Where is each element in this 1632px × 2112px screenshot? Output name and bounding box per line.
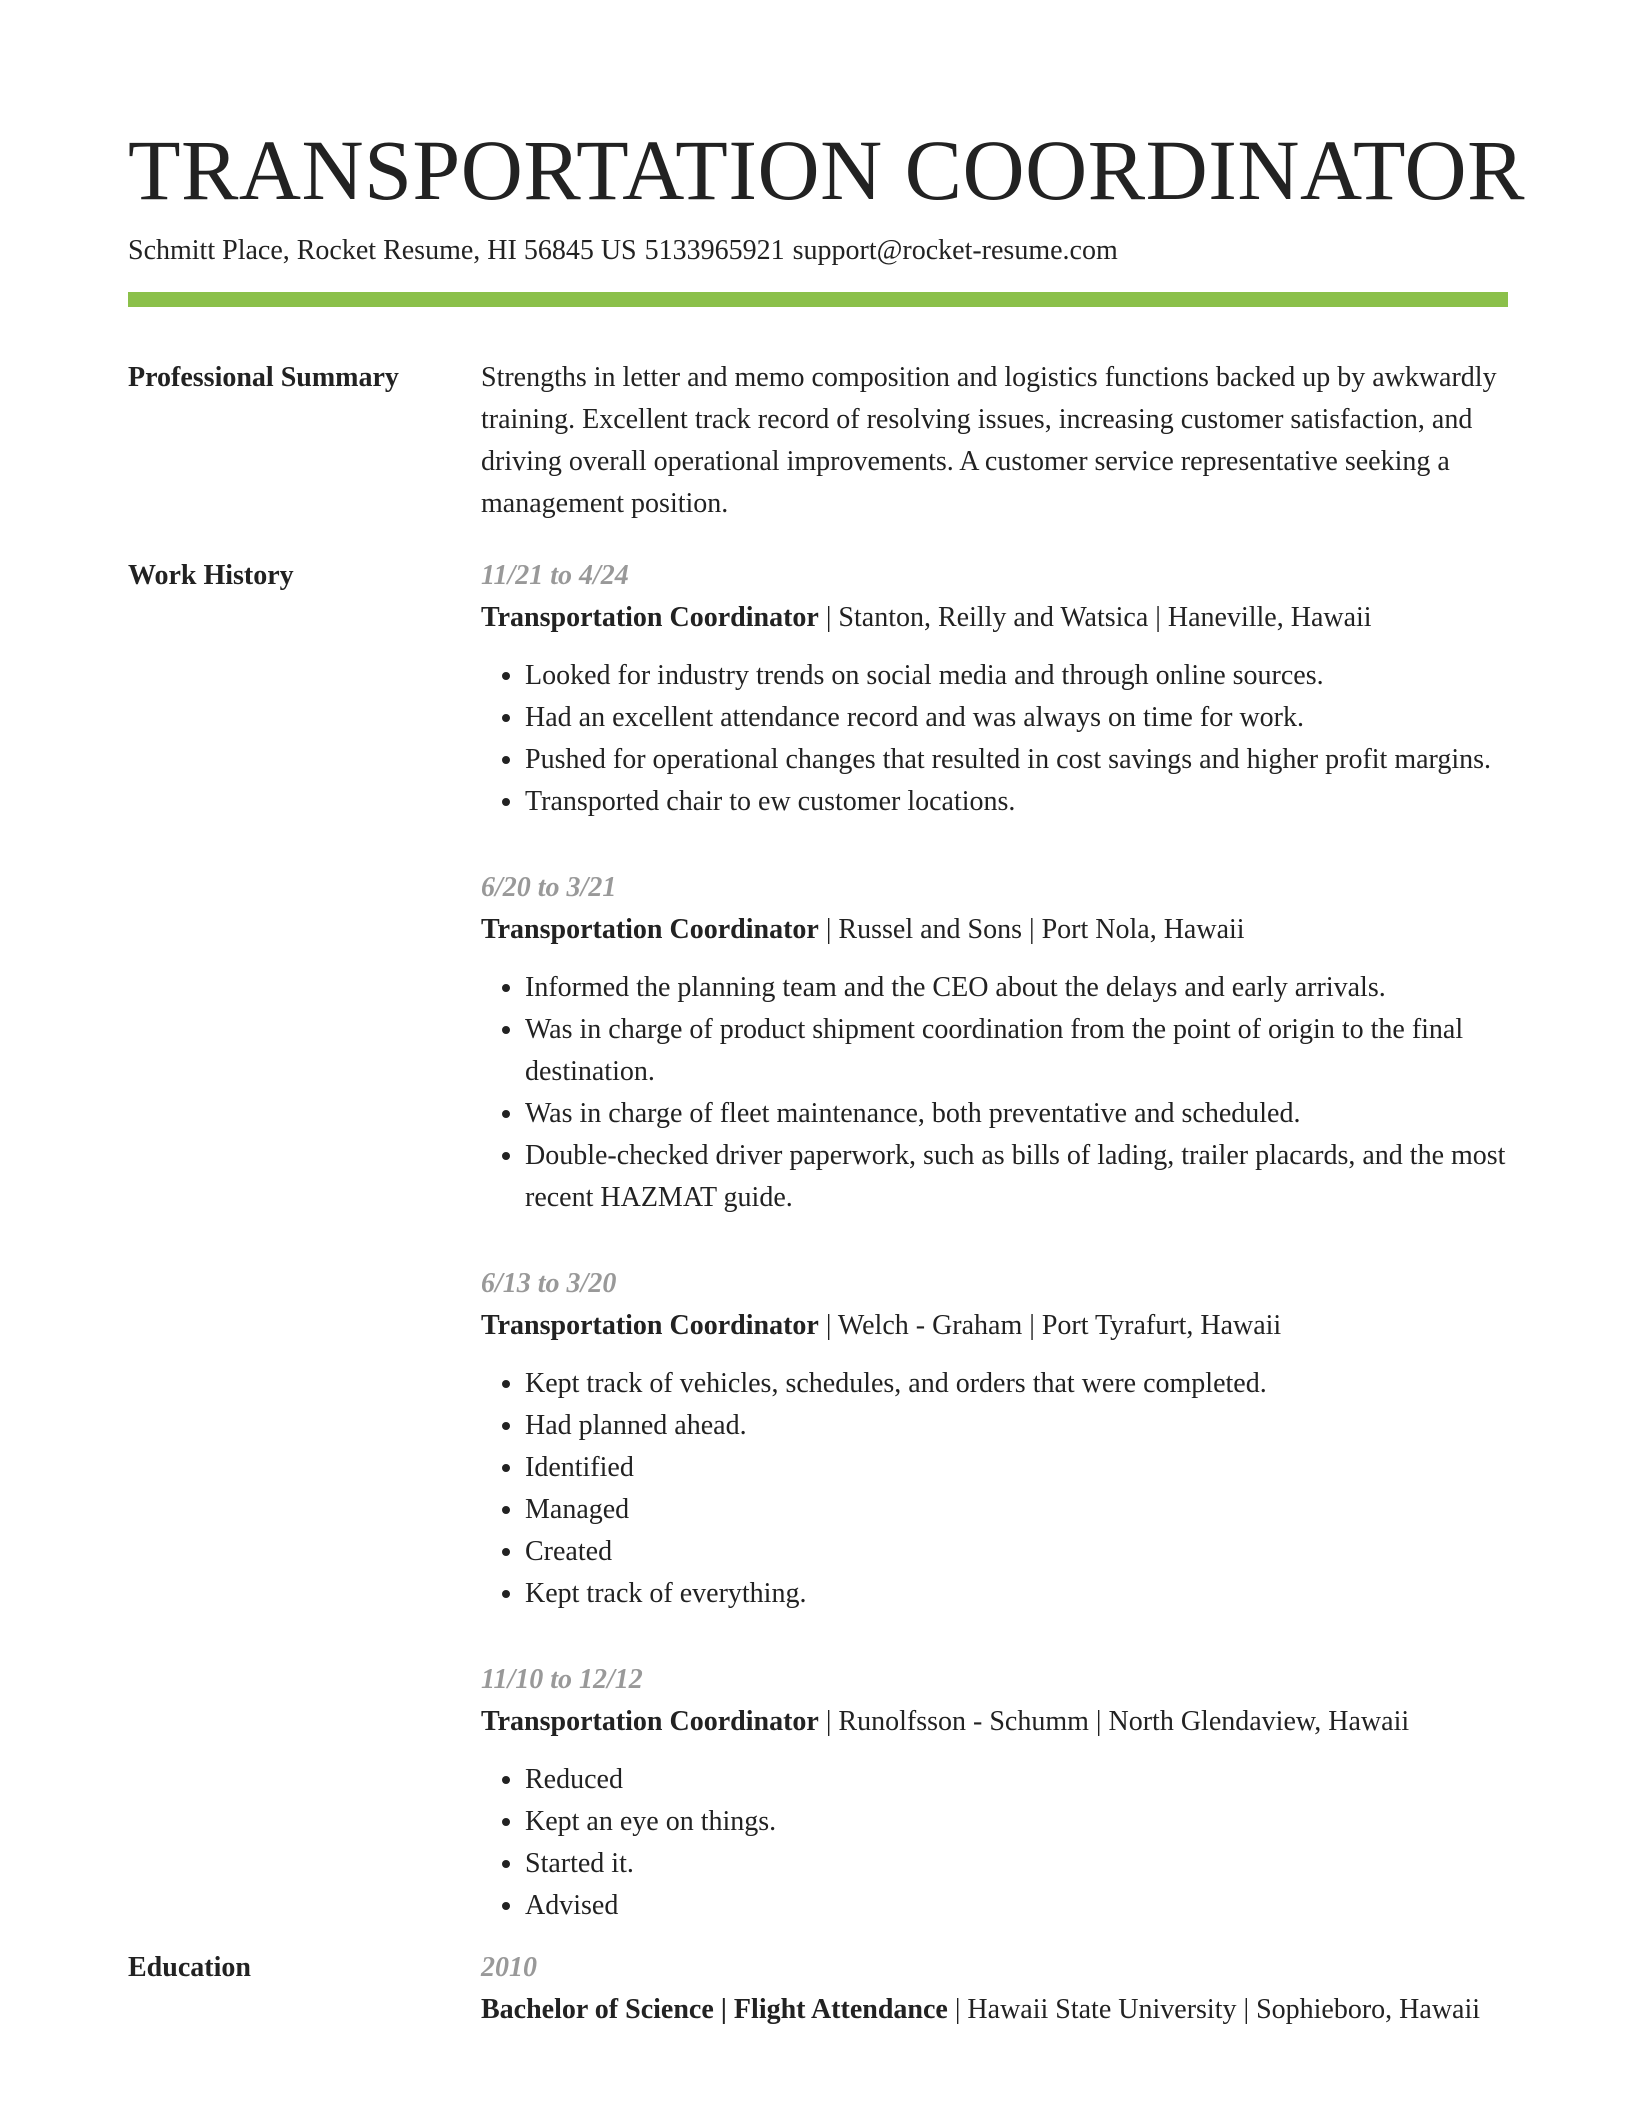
resume-page (128, 120, 1525, 2031)
job-bullet: • Kept track of vehicles, schedules, and orders that were completed. (525, 1363, 1508, 1405)
job-title: Transportation Coordinator (481, 914, 819, 945)
summary-heading: Professional Summary (128, 362, 399, 393)
job-title: Transportation Coordinator (481, 1706, 819, 1737)
job-bullet: • Kept track of everything. (525, 1573, 1508, 1615)
job-bullet: • Managed (525, 1489, 1508, 1531)
job-line (481, 597, 1508, 639)
work-history-section (128, 555, 1508, 1927)
job-bullet: • Informed the planning team and the CEO about the delays and early arrivals. (525, 967, 1508, 1009)
job-bullet: • Created (525, 1531, 1508, 1573)
job-bullet: • Advised (525, 1885, 1508, 1927)
degree-line (481, 1989, 1508, 2031)
job-line (481, 909, 1508, 951)
job-bullets (481, 1363, 1508, 1615)
job-bullet: • Had an excellent attendance record and was always on time for work. (525, 697, 1508, 739)
job-bullet: • Double-checked driver paperwork, such as bills of lading, trailer placards, and the most recent HAZMAT guide. (525, 1135, 1508, 1219)
work-history-list (481, 555, 1508, 1927)
education-entry (481, 1947, 1508, 2031)
education-details: | Hawaii State University | Sophieboro, Hawaii (947, 1994, 1481, 2025)
contact-phone: 5133965921 (644, 235, 785, 266)
job-bullets (481, 1759, 1508, 1927)
job-bullet: • Reduced (525, 1759, 1508, 1801)
degree-name: Bachelor of Science | Flight Attendance (481, 1994, 948, 2025)
job-entry (481, 867, 1508, 1219)
job-dates: 6/20 to 3/21 (481, 872, 617, 903)
job-dates: 6/13 to 3/20 (481, 1268, 617, 1299)
job-bullet: • Was in charge of fleet maintenance, both preventative and scheduled. (525, 1093, 1508, 1135)
job-entry (481, 1263, 1508, 1615)
header-divider (128, 292, 1508, 307)
job-bullets (481, 967, 1508, 1219)
contact-line (128, 232, 1508, 270)
job-title: Transportation Coordinator (481, 602, 819, 633)
work-history-heading: Work History (128, 560, 294, 591)
contact-email: support@rocket-resume.com (792, 235, 1118, 266)
education-heading: Education (128, 1952, 251, 1983)
job-details: | Stanton, Reilly and Watsica | Haneville, Hawaii (818, 602, 1372, 633)
job-bullet: • Had planned ahead. (525, 1405, 1508, 1447)
contact-address: Schmitt Place, Rocket Resume, HI 56845 US (128, 235, 637, 266)
education-section (128, 1947, 1508, 2031)
job-bullet: • Started it. (525, 1843, 1508, 1885)
job-dates: 11/10 to 12/12 (481, 1664, 643, 1695)
education-year: 2010 (481, 1952, 537, 1983)
job-title: Transportation Coordinator (481, 1310, 819, 1341)
job-details: | Runolfsson - Schumm | North Glendaview, Hawaii (818, 1706, 1410, 1737)
job-bullets (481, 655, 1508, 823)
job-entry (481, 1659, 1508, 1927)
job-details: | Russel and Sons | Port Nola, Hawaii (818, 914, 1245, 945)
job-bullet: • Pushed for operational changes that resulted in cost savings and higher profit margins. (525, 739, 1508, 781)
job-line (481, 1305, 1508, 1347)
job-bullet: • Was in charge of product shipment coordination from the point of origin to the final destination. (525, 1009, 1508, 1093)
summary-section (128, 357, 1508, 525)
job-details: | Welch - Graham | Port Tyrafurt, Hawaii (818, 1310, 1282, 1341)
job-bullet: • Looked for industry trends on social media and through online sources. (525, 655, 1508, 697)
job-bullet: • Identified (525, 1447, 1508, 1489)
job-bullet: • Transported chair to ew customer locations. (525, 781, 1508, 823)
summary-text: Strengths in letter and memo composition and logistics functions backed up by awkwardly training. Excellent track record of resolving issues, increasing customer satisfaction, and driving overall operational improvements. A customer service representative seeking a management position. (481, 362, 1497, 519)
job-entry (481, 555, 1508, 823)
job-bullet: • Kept an eye on things. (525, 1801, 1508, 1843)
job-line (481, 1701, 1508, 1743)
job-dates: 11/21 to 4/24 (481, 560, 629, 591)
resume-title: TRANSPORTATION COORDINATOR (128, 122, 1525, 218)
